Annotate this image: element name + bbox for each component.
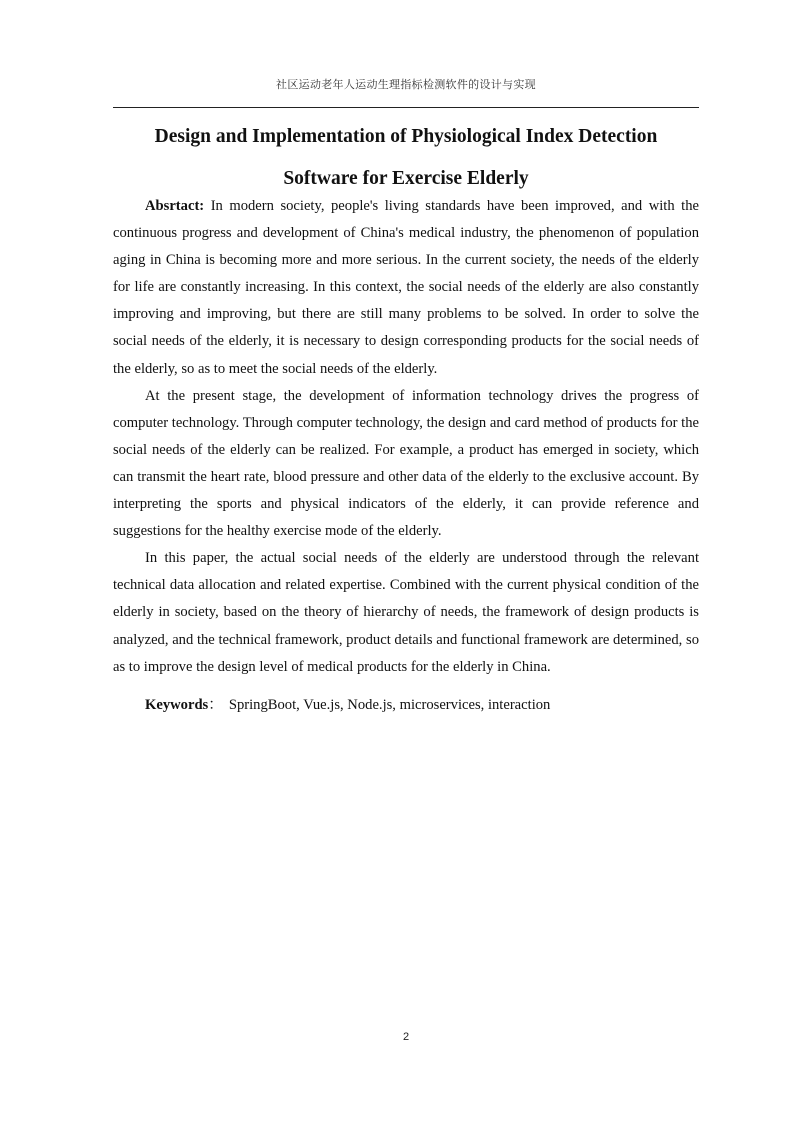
abstract-section [113,193,699,719]
page-number: 2 [402,1031,410,1043]
title-line-2: Software for Exercise Elderly [283,168,529,189]
header-divider [113,107,699,108]
abstract-label: Absrtact: [145,198,205,214]
abstract-paragraph-3: In this paper, the actual social needs of the elderly are understood through the relevant technical data allocation and related expertise. Combined with the current physical condition of the elderly in society, based on the theory of hierarchy of needs, the framework of design products is analyzed, and the technical framework, product details and functional framework are determined, so as to improve the design level of medical products for the elderly in China. [113,550,699,675]
keywords-values: SpringBoot, Vue.js, Node.js, microservices, interaction [228,696,551,713]
running-header: 社区运动老年人运动生理指标检测软件的设计与实现 [276,78,536,91]
keywords-label: Keywords [145,696,209,713]
abstract-paragraph-2: At the present stage, the development of information technology drives the progress of computer technology. Through computer technology, the design and card method of products for the social needs of the elderly can be realized. For example, a product has emerged in society, which can transmit the heart rate, blood pressure and other data of the elderly to the exclusive account. By interpreting the sports and physical indicators of the elderly, it can provide reference and suggestions for the healthy exercise mode of the elderly. [113,387,699,540]
abstract-paragraph-1 [113,193,699,383]
keywords-separator: ： [208,695,223,713]
paper-title [113,116,699,200]
title-line-1: Design and Implementation of Physiological Index Detection [154,126,658,147]
abstract-paragraph-1-text: In modern society, people's living standards have been improved, and with the continuous progress and development of China's medical industry, the phenomenon of population aging in China is becoming more and more serious. In the current society, the needs of the elderly for life are constantly increasing. In this context, the social needs of the elderly are also constantly improving and improving, but there are still many problems to be solved. In order to solve the social needs of the elderly, it is necessary to design corresponding products for the social needs of the elderly, so as to meet the social needs of the elderly. [113,198,699,377]
keywords-line [113,691,699,719]
